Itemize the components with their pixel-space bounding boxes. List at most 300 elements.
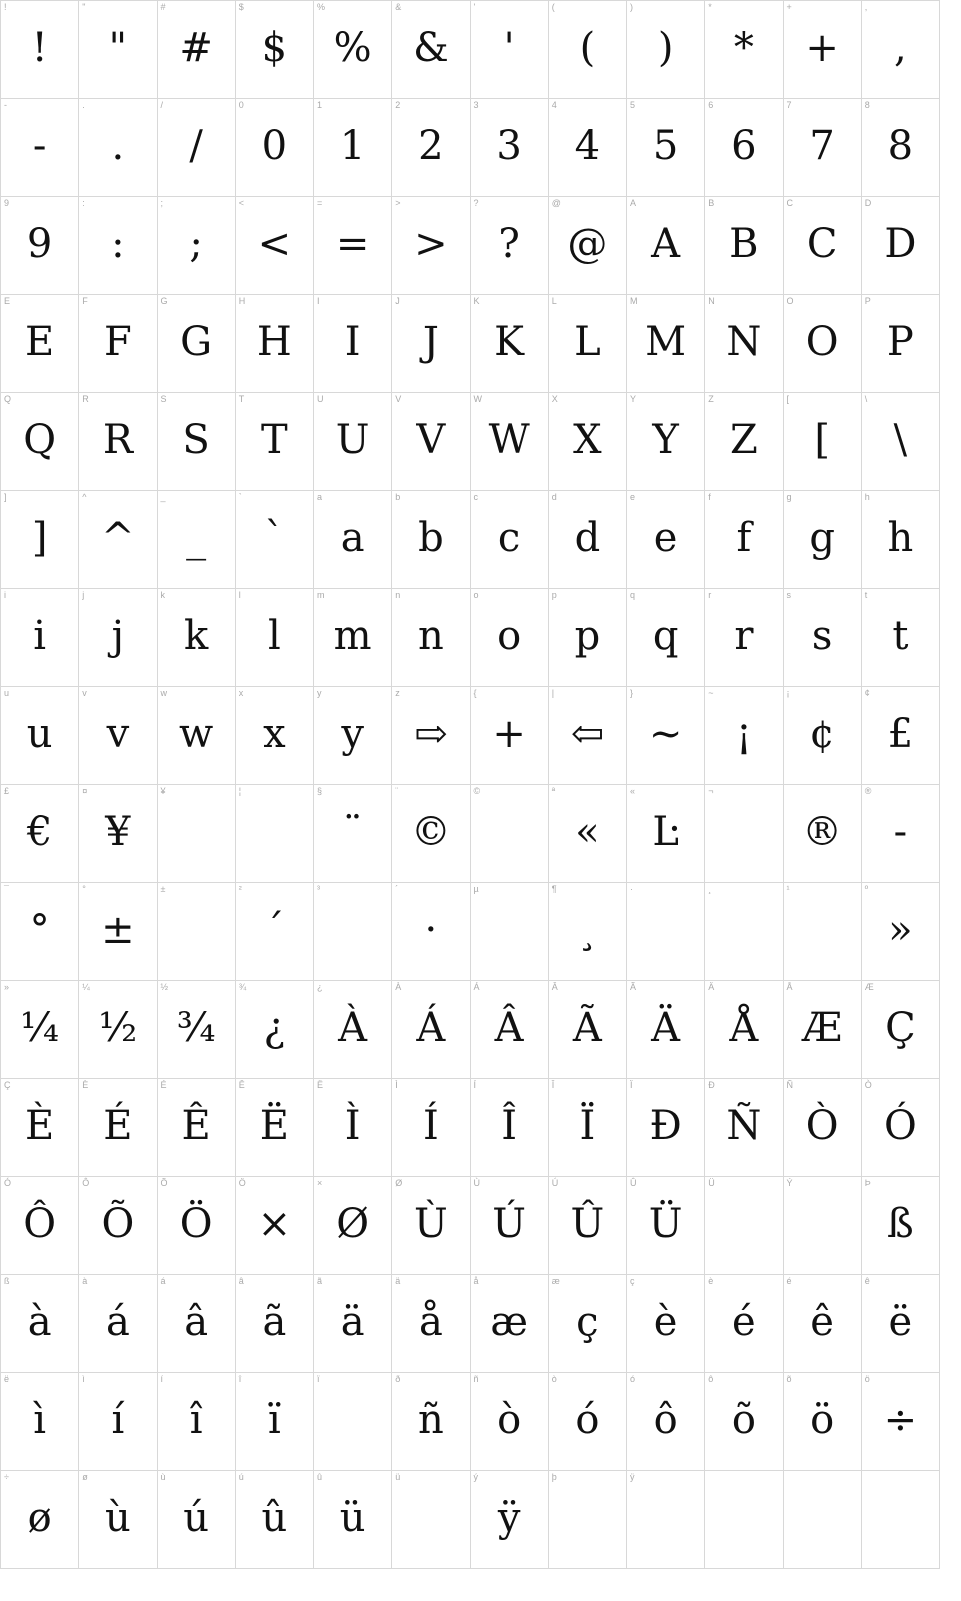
glyph-cell[interactable] (471, 197, 549, 295)
glyph-cell[interactable] (1, 1177, 79, 1275)
glyph-cell[interactable] (471, 1079, 549, 1177)
glyph-sample (784, 1471, 861, 1568)
glyph-cell[interactable] (392, 1373, 470, 1471)
glyph-code-label: ¯ (4, 884, 9, 894)
glyph-cell[interactable] (1, 491, 79, 589)
glyph-code-label: Ä (708, 982, 715, 992)
glyph-cell[interactable] (236, 981, 314, 1079)
glyph-cell[interactable] (314, 1, 392, 99)
glyph-cell[interactable] (784, 99, 862, 197)
glyph-sample: Ò (805, 1102, 839, 1149)
glyph-cell[interactable] (549, 1373, 627, 1471)
glyph-code-label: ` (238, 492, 242, 502)
glyph-cell[interactable] (784, 1, 862, 99)
glyph-cell[interactable] (862, 393, 940, 491)
glyph-cell[interactable] (862, 981, 940, 1079)
glyph-cell[interactable] (392, 687, 470, 785)
glyph-cell[interactable] (392, 589, 470, 687)
glyph-sample: ¼ (20, 1004, 60, 1051)
glyph-cell[interactable] (314, 981, 392, 1079)
glyph-cell[interactable] (79, 1471, 157, 1569)
glyph-cell[interactable] (784, 1177, 862, 1275)
glyph-code-label: f (708, 492, 711, 502)
glyph-cell[interactable] (158, 1177, 236, 1275)
glyph-cell[interactable] (705, 1373, 783, 1471)
glyph-cell[interactable] (862, 687, 940, 785)
glyph-sample: © (410, 808, 451, 855)
glyph-code-label: õ (786, 1374, 792, 1384)
glyph-sample: K (494, 318, 525, 365)
glyph-cell[interactable] (784, 981, 862, 1079)
glyph-cell[interactable] (236, 1079, 314, 1177)
glyph-cell[interactable] (392, 981, 470, 1079)
glyph-cell[interactable] (705, 785, 783, 883)
glyph-code-label: N (708, 296, 715, 306)
glyph-cell[interactable] (1, 393, 79, 491)
glyph-cell[interactable] (314, 295, 392, 393)
glyph-cell[interactable] (79, 1, 157, 99)
glyph-sample: ñ (417, 1396, 444, 1443)
glyph-code-label: ; (160, 198, 164, 208)
glyph-code-label: Ç (4, 1080, 11, 1090)
glyph-code-label: Ð (708, 1080, 715, 1090)
glyph-cell[interactable] (705, 1177, 783, 1275)
glyph-cell[interactable] (784, 589, 862, 687)
glyph-cell[interactable] (236, 295, 314, 393)
glyph-cell[interactable] (705, 1275, 783, 1373)
glyph-cell[interactable] (236, 785, 314, 883)
glyph-cell[interactable] (705, 589, 783, 687)
glyph-cell[interactable] (549, 393, 627, 491)
glyph-cell[interactable] (862, 1373, 940, 1471)
glyph-sample: % (333, 24, 372, 71)
glyph-code-label: - (4, 100, 7, 110)
glyph-cell[interactable] (471, 1, 549, 99)
glyph-sample (471, 785, 548, 882)
glyph-sample: Á (416, 1004, 446, 1051)
glyph-cell[interactable] (471, 393, 549, 491)
glyph-cell[interactable] (79, 99, 157, 197)
glyph-cell[interactable] (158, 295, 236, 393)
glyph-sample (471, 883, 548, 980)
glyph-code-label: t (864, 590, 868, 600)
glyph-cell[interactable] (784, 197, 862, 295)
glyph-cell[interactable] (314, 491, 392, 589)
glyph-cell[interactable] (705, 197, 783, 295)
glyph-sample: V (416, 416, 446, 463)
glyph-cell[interactable] (549, 1275, 627, 1373)
glyph-code-label: ( (551, 2, 555, 12)
glyph-code-label: x (238, 688, 244, 698)
glyph-code-label: I (317, 296, 320, 306)
glyph-cell[interactable] (314, 883, 392, 981)
glyph-cell[interactable] (549, 981, 627, 1079)
glyph-cell[interactable] (627, 883, 705, 981)
glyph-cell[interactable] (236, 393, 314, 491)
glyph-cell[interactable] (158, 393, 236, 491)
glyph-cell[interactable] (705, 981, 783, 1079)
glyph-cell[interactable] (705, 883, 783, 981)
glyph-sample: Æ (802, 1004, 843, 1051)
glyph-code-label: : (82, 198, 85, 208)
glyph-cell[interactable] (79, 785, 157, 883)
glyph-code-label: y (317, 688, 322, 698)
glyph-cell[interactable] (549, 99, 627, 197)
glyph-code-label: ò (551, 1374, 557, 1384)
glyph-cell[interactable] (158, 1471, 236, 1569)
glyph-cell[interactable] (158, 1, 236, 99)
glyph-cell[interactable] (236, 1471, 314, 1569)
glyph-cell[interactable] (705, 295, 783, 393)
glyph-cell[interactable] (158, 491, 236, 589)
glyph-cell[interactable] (549, 883, 627, 981)
glyph-cell[interactable] (314, 1079, 392, 1177)
glyph-cell[interactable] (1, 687, 79, 785)
glyph-cell[interactable] (392, 393, 470, 491)
glyph-cell[interactable] (862, 1177, 940, 1275)
glyph-cell[interactable] (862, 883, 940, 981)
glyph-cell[interactable] (236, 687, 314, 785)
glyph-sample: # (179, 24, 213, 71)
glyph-cell[interactable] (1, 99, 79, 197)
glyph-sample: _ (186, 514, 207, 561)
glyph-code-label: · (630, 884, 633, 894)
glyph-sample: N (726, 318, 762, 365)
glyph-cell[interactable] (627, 295, 705, 393)
glyph-cell[interactable] (314, 197, 392, 295)
glyph-cell[interactable] (705, 1, 783, 99)
glyph-code-label: ¾ (238, 982, 247, 992)
glyph-cell[interactable] (627, 1, 705, 99)
glyph-cell[interactable] (314, 393, 392, 491)
glyph-cell[interactable] (158, 785, 236, 883)
glyph-cell[interactable] (158, 1079, 236, 1177)
glyph-sample: ´ (264, 906, 285, 953)
glyph-cell[interactable] (314, 99, 392, 197)
glyph-cell[interactable] (627, 1079, 705, 1177)
glyph-cell[interactable] (471, 99, 549, 197)
glyph-cell[interactable] (236, 589, 314, 687)
glyph-code-label: § (317, 786, 323, 796)
glyph-cell[interactable] (392, 1471, 470, 1569)
glyph-code-label: Ê (238, 1080, 245, 1090)
glyph-sample: ? (498, 220, 520, 267)
glyph-cell[interactable] (705, 687, 783, 785)
glyph-cell[interactable] (1, 785, 79, 883)
glyph-cell[interactable] (784, 295, 862, 393)
glyph-cell[interactable] (862, 589, 940, 687)
glyph-code-label: ¬ (708, 786, 714, 796)
glyph-cell[interactable] (784, 1079, 862, 1177)
glyph-cell[interactable] (158, 981, 236, 1079)
glyph-cell[interactable] (705, 393, 783, 491)
glyph-code-label: l (238, 590, 241, 600)
glyph-cell[interactable] (1, 1275, 79, 1373)
glyph-cell[interactable] (1, 883, 79, 981)
glyph-sample: » (888, 906, 913, 953)
glyph-cell[interactable] (471, 981, 549, 1079)
glyph-cell[interactable] (158, 883, 236, 981)
glyph-sample: ù (104, 1494, 131, 1541)
glyph-code-label: & (395, 2, 402, 12)
glyph-cell[interactable] (627, 1177, 705, 1275)
glyph-cell[interactable] (471, 1177, 549, 1275)
glyph-cell[interactable] (314, 1177, 392, 1275)
glyph-cell[interactable] (314, 1471, 392, 1569)
glyph-code-label: ~ (708, 688, 714, 698)
glyph-cell[interactable] (627, 785, 705, 883)
glyph-code-label: Å (786, 982, 793, 992)
glyph-sample: P (886, 318, 914, 365)
glyph-cell[interactable] (392, 1079, 470, 1177)
glyph-cell[interactable] (784, 883, 862, 981)
glyph-code-label: ÷ (4, 1472, 9, 1482)
glyph-code-label: q (630, 590, 636, 600)
glyph-cell[interactable] (1, 1079, 79, 1177)
glyph-cell[interactable] (627, 197, 705, 295)
glyph-cell[interactable] (79, 491, 157, 589)
glyph-sample: ö (810, 1396, 835, 1443)
glyph-cell[interactable] (236, 883, 314, 981)
glyph-cell[interactable] (705, 491, 783, 589)
glyph-cell[interactable] (862, 785, 940, 883)
glyph-cell[interactable] (705, 99, 783, 197)
glyph-cell[interactable] (314, 589, 392, 687)
glyph-cell[interactable] (627, 1471, 705, 1569)
glyph-cell[interactable] (392, 491, 470, 589)
glyph-code-label: 9 (4, 198, 10, 208)
glyph-sample: Ñ (726, 1102, 762, 1149)
glyph-code-label: º (864, 884, 869, 894)
glyph-cell[interactable] (1, 197, 79, 295)
glyph-code-label: Ï (630, 1080, 633, 1090)
glyph-code-label: E (4, 296, 11, 306)
glyph-cell[interactable] (627, 1275, 705, 1373)
glyph-cell[interactable] (158, 589, 236, 687)
glyph-cell[interactable] (784, 1373, 862, 1471)
glyph-cell[interactable] (549, 491, 627, 589)
glyph-cell[interactable] (549, 785, 627, 883)
glyph-cell[interactable] (627, 393, 705, 491)
glyph-cell[interactable] (627, 687, 705, 785)
glyph-cell[interactable] (549, 1177, 627, 1275)
glyph-code-label: 0 (238, 100, 244, 110)
glyph-cell[interactable] (79, 687, 157, 785)
glyph-cell[interactable] (236, 1373, 314, 1471)
glyph-code-label: g (786, 492, 792, 502)
glyph-cell[interactable] (471, 491, 549, 589)
glyph-sample: ¨ (342, 808, 363, 855)
glyph-cell[interactable] (314, 1373, 392, 1471)
glyph-cell[interactable] (471, 1373, 549, 1471)
glyph-cell[interactable] (392, 785, 470, 883)
glyph-sample: Ì (344, 1102, 361, 1149)
glyph-code-label: 4 (551, 100, 557, 110)
glyph-cell[interactable] (627, 491, 705, 589)
glyph-cell[interactable] (471, 1471, 549, 1569)
glyph-code-label: ü (395, 1472, 401, 1482)
glyph-cell[interactable] (627, 981, 705, 1079)
glyph-cell[interactable] (392, 1, 470, 99)
glyph-cell[interactable] (705, 1079, 783, 1177)
glyph-cell[interactable] (862, 295, 940, 393)
glyph-code-label: ý (473, 1472, 478, 1482)
glyph-sample: Í (422, 1102, 439, 1149)
glyph-cell[interactable] (392, 1275, 470, 1373)
glyph-code-label: ! (4, 2, 7, 12)
glyph-sample: d (574, 514, 601, 561)
glyph-cell[interactable] (471, 687, 549, 785)
glyph-cell[interactable] (862, 1471, 940, 1569)
glyph-code-label: ã (317, 1276, 323, 1286)
glyph-cell[interactable] (471, 295, 549, 393)
glyph-cell[interactable] (79, 1275, 157, 1373)
glyph-cell[interactable] (392, 295, 470, 393)
glyph-cell[interactable] (471, 883, 549, 981)
glyph-code-label: v (82, 688, 87, 698)
glyph-cell[interactable] (79, 295, 157, 393)
glyph-code-label: = (317, 198, 323, 208)
glyph-cell[interactable] (158, 687, 236, 785)
glyph-cell[interactable] (471, 785, 549, 883)
glyph-cell[interactable] (549, 197, 627, 295)
glyph-cell[interactable] (549, 295, 627, 393)
glyph-code-label: u (4, 688, 10, 698)
glyph-code-label: e (630, 492, 636, 502)
glyph-cell[interactable] (79, 1177, 157, 1275)
glyph-cell[interactable] (392, 883, 470, 981)
glyph-cell[interactable] (862, 491, 940, 589)
glyph-sample: 2 (418, 122, 444, 169)
glyph-cell[interactable] (79, 197, 157, 295)
glyph-cell[interactable] (549, 1, 627, 99)
glyph-sample: Ŀ (652, 808, 679, 855)
glyph-cell[interactable] (471, 589, 549, 687)
glyph-sample: M (645, 318, 687, 365)
glyph-code-label: < (238, 198, 245, 208)
glyph-cell[interactable] (79, 1079, 157, 1177)
glyph-cell[interactable] (862, 99, 940, 197)
glyph-code-label: « (630, 786, 636, 796)
glyph-cell[interactable] (784, 1275, 862, 1373)
glyph-sample (705, 1177, 782, 1274)
glyph-sample: ¡ (735, 710, 752, 757)
glyph-cell[interactable] (79, 1373, 157, 1471)
glyph-code-label: A (630, 198, 637, 208)
glyph-sample: á (105, 1298, 130, 1345)
glyph-code-label: Ò (864, 1080, 872, 1090)
glyph-cell[interactable] (627, 1373, 705, 1471)
glyph-cell[interactable] (862, 1275, 940, 1373)
glyph-code-label: 5 (630, 100, 636, 110)
glyph-code-label: p (551, 590, 557, 600)
glyph-cell[interactable] (705, 1471, 783, 1569)
glyph-cell[interactable] (236, 197, 314, 295)
glyph-cell[interactable] (314, 1275, 392, 1373)
glyph-code-label: m (317, 590, 325, 600)
glyph-cell[interactable] (158, 1275, 236, 1373)
glyph-cell[interactable] (627, 589, 705, 687)
glyph-cell[interactable] (549, 1079, 627, 1177)
glyph-sample (314, 883, 391, 980)
glyph-code-label: æ (551, 1276, 560, 1286)
glyph-cell[interactable] (1, 295, 79, 393)
glyph-sample: ä (340, 1298, 365, 1345)
glyph-cell[interactable] (236, 1177, 314, 1275)
glyph-cell[interactable] (79, 393, 157, 491)
glyph-code-label: * (708, 2, 712, 12)
glyph-cell[interactable] (784, 785, 862, 883)
glyph-code-label: T (238, 394, 245, 404)
glyph-cell[interactable] (314, 785, 392, 883)
glyph-code-label: ) (630, 2, 633, 12)
glyph-sample: Z (729, 416, 758, 463)
glyph-sample (158, 785, 235, 882)
glyph-sample: 4 (574, 122, 601, 169)
glyph-cell[interactable] (784, 1471, 862, 1569)
glyph-cell[interactable] (549, 687, 627, 785)
glyph-cell[interactable] (784, 491, 862, 589)
glyph-cell[interactable] (392, 1177, 470, 1275)
glyph-cell[interactable] (236, 1, 314, 99)
glyph-cell[interactable] (158, 1373, 236, 1471)
glyph-cell[interactable] (471, 1275, 549, 1373)
glyph-cell[interactable] (862, 1079, 940, 1177)
glyph-sample: o (497, 612, 522, 659)
glyph-cell[interactable] (236, 491, 314, 589)
glyph-cell[interactable] (158, 99, 236, 197)
glyph-sample (784, 883, 861, 980)
glyph-code-label: ° (82, 884, 86, 894)
glyph-code-label: [ (786, 394, 790, 404)
glyph-cell[interactable] (862, 1, 940, 99)
glyph-cell[interactable] (549, 1471, 627, 1569)
glyph-cell[interactable] (549, 589, 627, 687)
glyph-cell[interactable] (392, 99, 470, 197)
glyph-cell[interactable] (314, 687, 392, 785)
glyph-sample (862, 1471, 939, 1568)
glyph-cell[interactable] (1, 981, 79, 1079)
glyph-sample: , (894, 24, 907, 71)
glyph-code-label: ç (630, 1276, 635, 1286)
glyph-cell[interactable] (862, 197, 940, 295)
glyph-cell[interactable] (784, 393, 862, 491)
glyph-cell[interactable] (784, 687, 862, 785)
glyph-sample: Ð (649, 1102, 682, 1149)
glyph-cell[interactable] (79, 883, 157, 981)
glyph-cell[interactable] (627, 99, 705, 197)
glyph-sample: ¥ (105, 808, 131, 855)
glyph-code-label: K (473, 296, 480, 306)
glyph-cell[interactable] (236, 99, 314, 197)
glyph-cell[interactable] (79, 981, 157, 1079)
glyph-cell[interactable] (1, 1373, 79, 1471)
glyph-code-label: ¸ (708, 884, 712, 894)
glyph-cell[interactable] (1, 1, 79, 99)
glyph-code-label: L (551, 296, 557, 306)
glyph-sample: ï (267, 1396, 281, 1443)
glyph-code-label: Î (551, 1080, 555, 1090)
glyph-sample: J (422, 318, 439, 365)
glyph-cell[interactable] (1, 589, 79, 687)
glyph-cell[interactable] (1, 1471, 79, 1569)
glyph-cell[interactable] (392, 197, 470, 295)
glyph-cell[interactable] (236, 1275, 314, 1373)
glyph-cell[interactable] (79, 589, 157, 687)
glyph-code-label: þ (551, 1472, 557, 1482)
glyph-sample (705, 883, 782, 980)
glyph-cell[interactable] (158, 197, 236, 295)
